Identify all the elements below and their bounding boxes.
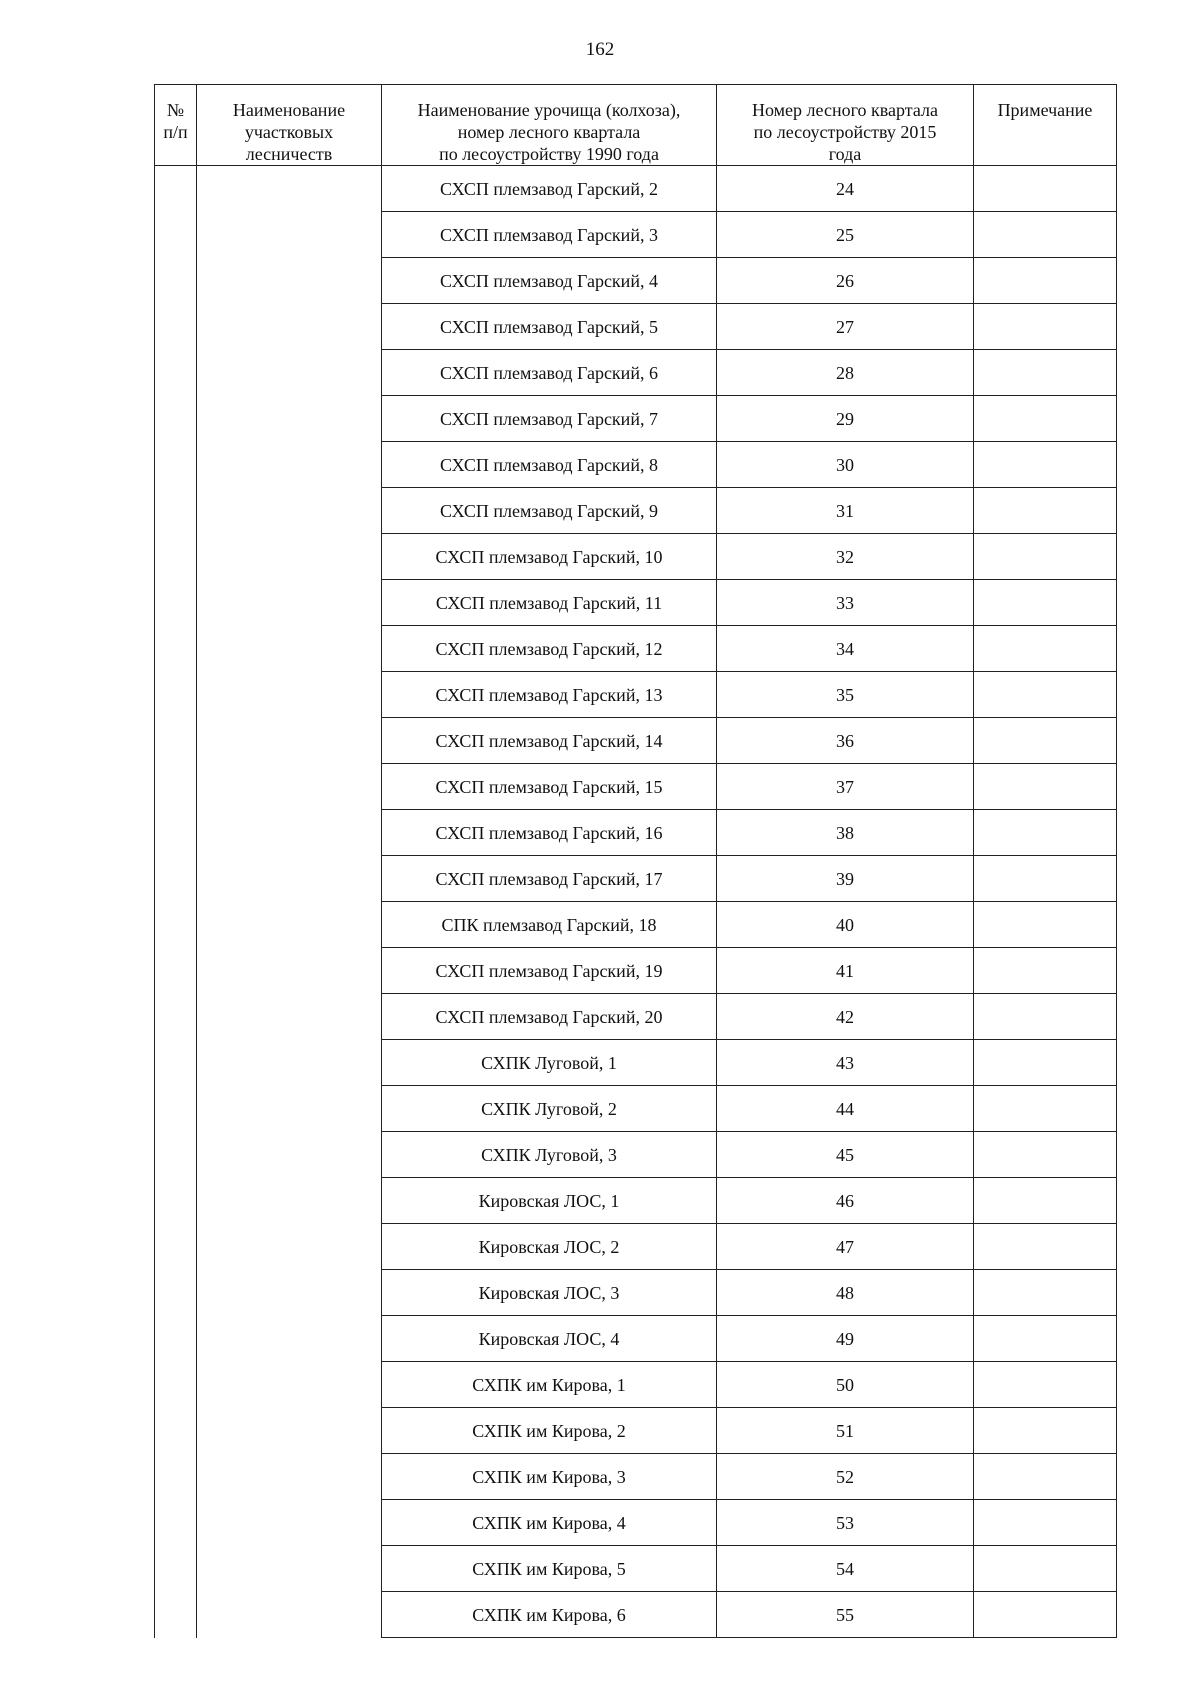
tract-cell: СХПК Луговой, 2	[382, 1086, 717, 1132]
note-cell	[974, 166, 1117, 212]
note-cell	[974, 304, 1117, 350]
note-cell	[974, 856, 1117, 902]
note-cell	[974, 1592, 1117, 1638]
note-cell	[974, 212, 1117, 258]
header-forestry-line: участковых	[244, 122, 334, 142]
note-cell	[974, 1040, 1117, 1086]
quarter-cell: 50	[717, 1362, 974, 1408]
tract-cell: СХПК им Кирова, 4	[382, 1500, 717, 1546]
tract-cell: СХПК Луговой, 3	[382, 1132, 717, 1178]
tract-cell: СХПК им Кирова, 3	[382, 1454, 717, 1500]
table-header-row	[155, 85, 1117, 166]
quarter-cell: 54	[717, 1546, 974, 1592]
header-num-line: №	[166, 100, 185, 120]
note-cell	[974, 580, 1117, 626]
quarter-cell: 55	[717, 1592, 974, 1638]
tract-cell: СХСП племзавод Гарский, 2	[382, 166, 717, 212]
quarter-cell: 49	[717, 1316, 974, 1362]
quarter-cell: 52	[717, 1454, 974, 1500]
note-cell	[974, 258, 1117, 304]
tract-cell: СХСП племзавод Гарский, 17	[382, 856, 717, 902]
note-cell	[974, 810, 1117, 856]
tract-cell: СХПК им Кирова, 1	[382, 1362, 717, 1408]
header-forestry-line: лесничеств	[245, 144, 333, 164]
quarter-cell: 46	[717, 1178, 974, 1224]
quarter-cell: 28	[717, 350, 974, 396]
quarter-cell: 31	[717, 488, 974, 534]
header-tract	[382, 85, 717, 166]
quarter-cell: 44	[717, 1086, 974, 1132]
header-tract-line: Наименование урочища (колхоза),	[417, 100, 681, 120]
quarter-cell: 38	[717, 810, 974, 856]
tract-cell: Кировская ЛОС, 2	[382, 1224, 717, 1270]
tract-cell: СХПК Луговой, 1	[382, 1040, 717, 1086]
note-cell	[974, 1224, 1117, 1270]
header-quarter	[717, 85, 974, 166]
header-forestry	[197, 85, 382, 166]
tract-cell: Кировская ЛОС, 3	[382, 1270, 717, 1316]
header-quarter-line: по лесоустройству 2015	[753, 122, 937, 142]
header-num-line: п/п	[163, 122, 188, 142]
tract-cell: СХСП племзавод Гарский, 15	[382, 764, 717, 810]
quarter-cell: 35	[717, 672, 974, 718]
note-cell	[974, 1132, 1117, 1178]
tract-cell: СХСП племзавод Гарский, 3	[382, 212, 717, 258]
quarter-cell: 48	[717, 1270, 974, 1316]
quarter-cell: 41	[717, 948, 974, 994]
quarter-cell: 36	[717, 718, 974, 764]
note-cell	[974, 994, 1117, 1040]
header-note	[974, 85, 1117, 166]
tract-cell: СХСП племзавод Гарский, 16	[382, 810, 717, 856]
num-cell	[155, 166, 197, 1638]
quarter-cell: 45	[717, 1132, 974, 1178]
tract-cell: СХСП племзавод Гарский, 12	[382, 626, 717, 672]
note-cell	[974, 948, 1117, 994]
note-cell	[974, 442, 1117, 488]
tract-cell: СХСП племзавод Гарский, 8	[382, 442, 717, 488]
header-tract-line: номер лесного квартала	[457, 122, 641, 142]
note-cell	[974, 1454, 1117, 1500]
quarter-cell: 32	[717, 534, 974, 580]
tract-cell: Кировская ЛОС, 1	[382, 1178, 717, 1224]
tract-cell: СХСП племзавод Гарский, 13	[382, 672, 717, 718]
tract-cell: СХСП племзавод Гарский, 20	[382, 994, 717, 1040]
note-cell	[974, 1546, 1117, 1592]
tract-cell: СХСП племзавод Гарский, 4	[382, 258, 717, 304]
quarter-cell: 25	[717, 212, 974, 258]
tract-cell: СХПК им Кирова, 6	[382, 1592, 717, 1638]
tract-cell: СХСП племзавод Гарский, 6	[382, 350, 717, 396]
note-cell	[974, 488, 1117, 534]
header-tract-line: по лесоустройству 1990 года	[439, 144, 659, 164]
quarter-cell: 47	[717, 1224, 974, 1270]
tract-cell: СХСП племзавод Гарский, 9	[382, 488, 717, 534]
page-number: 162	[585, 39, 615, 60]
quarter-cell: 34	[717, 626, 974, 672]
quarter-cell: 33	[717, 580, 974, 626]
note-cell	[974, 718, 1117, 764]
quarter-cell: 29	[717, 396, 974, 442]
quarter-cell: 26	[717, 258, 974, 304]
tract-cell: СХПК им Кирова, 2	[382, 1408, 717, 1454]
tract-cell: СХСП племзавод Гарский, 5	[382, 304, 717, 350]
quarter-cell: 37	[717, 764, 974, 810]
note-cell	[974, 626, 1117, 672]
note-cell	[974, 1408, 1117, 1454]
tract-cell: СХСП племзавод Гарский, 7	[382, 396, 717, 442]
note-cell	[974, 396, 1117, 442]
note-cell	[974, 1500, 1117, 1546]
tract-cell: СХСП племзавод Гарский, 11	[382, 580, 717, 626]
header-num	[155, 85, 197, 166]
tract-cell: СХСП племзавод Гарский, 19	[382, 948, 717, 994]
quarter-cell: 40	[717, 902, 974, 948]
tract-cell: СХСП племзавод Гарский, 10	[382, 534, 717, 580]
header-quarter-line: Номер лесного квартала	[752, 100, 938, 120]
note-cell	[974, 1086, 1117, 1132]
header-quarter-line: года	[828, 144, 862, 164]
header-note-line: Примечание	[997, 100, 1093, 120]
note-cell	[974, 672, 1117, 718]
note-cell	[974, 902, 1117, 948]
quarter-cell: 27	[717, 304, 974, 350]
forest-quarters-table	[154, 84, 1117, 1638]
note-cell	[974, 1178, 1117, 1224]
quarter-cell: 42	[717, 994, 974, 1040]
header-forestry-line: Наименование	[232, 100, 346, 120]
note-cell	[974, 764, 1117, 810]
table-body	[155, 166, 1117, 1638]
quarter-cell: 30	[717, 442, 974, 488]
tract-cell: СПК племзавод Гарский, 18	[382, 902, 717, 948]
quarter-cell: 39	[717, 856, 974, 902]
table-row	[155, 166, 1117, 212]
quarter-cell: 51	[717, 1408, 974, 1454]
quarter-cell: 43	[717, 1040, 974, 1086]
note-cell	[974, 1270, 1117, 1316]
note-cell	[974, 350, 1117, 396]
tract-cell: СХПК им Кирова, 5	[382, 1546, 717, 1592]
forestry-cell	[197, 166, 382, 1638]
note-cell	[974, 534, 1117, 580]
quarter-cell: 24	[717, 166, 974, 212]
tract-cell: СХСП племзавод Гарский, 14	[382, 718, 717, 764]
tract-cell: Кировская ЛОС, 4	[382, 1316, 717, 1362]
note-cell	[974, 1316, 1117, 1362]
quarter-cell: 53	[717, 1500, 974, 1546]
note-cell	[974, 1362, 1117, 1408]
